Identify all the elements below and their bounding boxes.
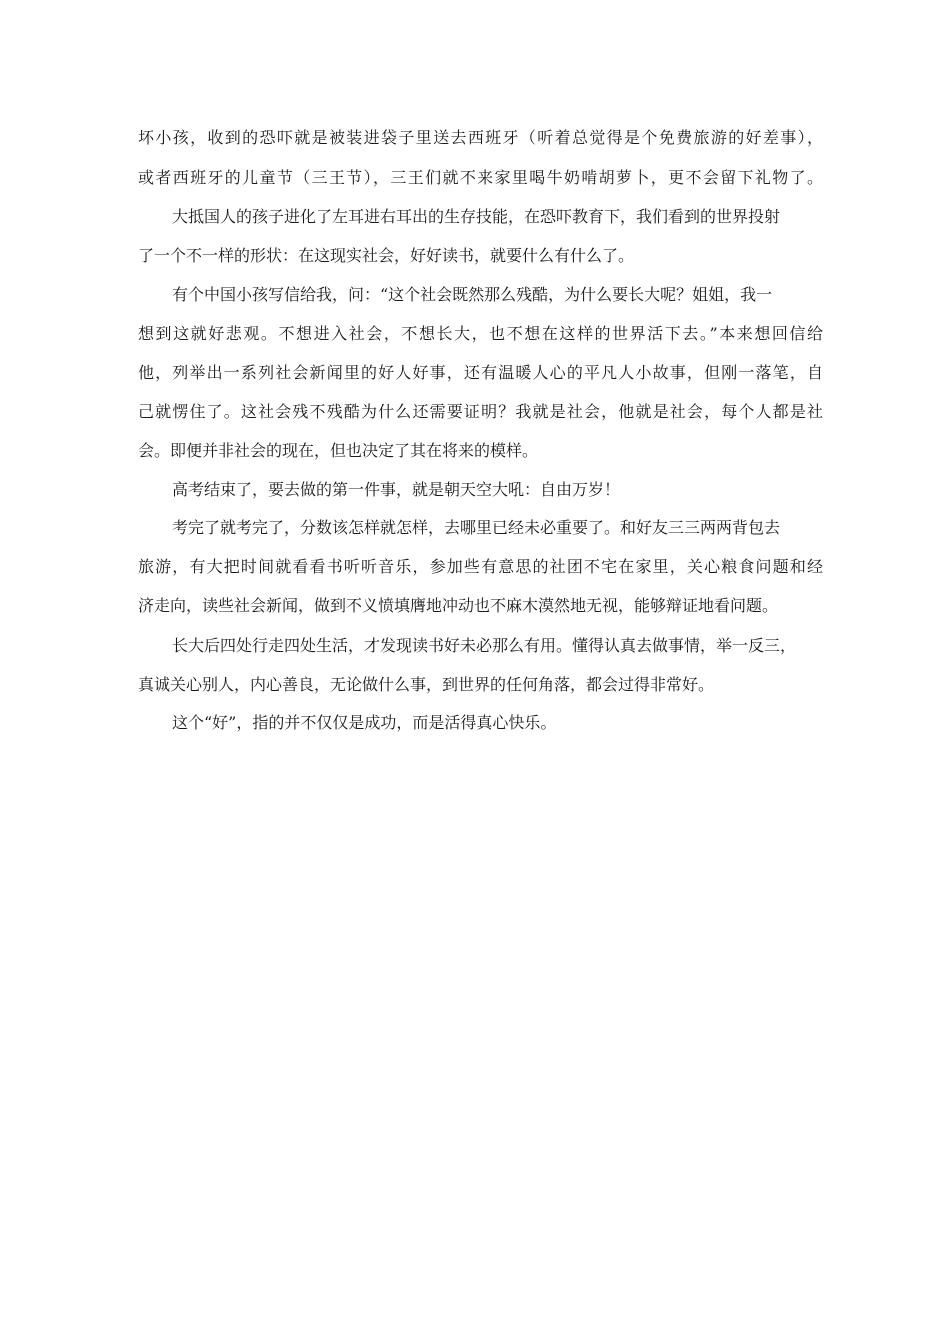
line-text: 考完了就考完了，分数该怎样就怎样，去哪里已经未必重要了。和好友三三两两背包去: [172, 518, 781, 537]
text-line: [0, 431, 950, 471]
line-text: 这个“好”，指的并不仅仅是成功，而是活得真心快乐。: [172, 713, 557, 732]
line-text: 坏小孩，收到的恐吓就是被装进袋子里送去西班牙（听着总觉得是个免费旅游的好差事），: [138, 128, 823, 147]
line-text: 高考结束了，要去做的第一件事，就是朝天空大吼：自由万岁！: [172, 480, 621, 499]
text-line: [0, 665, 950, 705]
text-line: [0, 118, 950, 158]
line-text: 真诚关心别人，内心善良，无论做什么事，到世界的任何角落，都会过得非常好。: [138, 675, 715, 694]
line-text: 大抵国人的孩子进化了左耳进右耳出的生存技能，在恐吓教育下，我们看到的世界投射: [172, 207, 781, 226]
text-line: [0, 197, 950, 237]
text-line: [0, 626, 950, 666]
text-line: [0, 508, 950, 548]
text-line: [0, 275, 950, 315]
text-line: [0, 547, 950, 587]
text-line: [0, 353, 950, 393]
text-line: [0, 586, 950, 626]
text-line: [0, 236, 950, 276]
line-text: 他，列举出一系列社会新闻里的好人好事，还有温暖人心的平凡人小故事，但刚一落笔，自: [138, 363, 823, 382]
line-text: 有个中国小孩写信给我，问：“这个社会既然那么残酷，为什么要长大呢？姐姐，我一: [172, 285, 773, 304]
text-line: [0, 703, 950, 743]
text-line: [0, 392, 950, 432]
text-line: [0, 314, 950, 354]
line-text: 想到这就好悲观。不想进入社会，不想长大，也不想在这样的世界活下去。”本来想回信给: [138, 324, 823, 343]
line-text: 或者西班牙的儿童节（三王节），三王们就不来家里喝牛奶啃胡萝卜，更不会留下礼物了。: [138, 168, 823, 187]
line-text: 旅游，有大把时间就看看书听听音乐，参加些有意思的社团不宅在家里，关心粮食问题和经: [138, 557, 823, 576]
text-line: [0, 158, 950, 198]
text-line: [0, 470, 950, 510]
line-text: 会。即便并非社会的现在，但也决定了其在将来的模样。: [138, 441, 539, 460]
line-text: 己就愣住了。这社会残不残酷为什么还需要证明？我就是社会，他就是社会，每个人都是社: [138, 402, 823, 421]
line-text: 了一个不一样的形状：在这现实社会，好好读书，就要什么有什么了。: [138, 246, 635, 265]
line-text: 济走向，读些社会新闻，做到不义愤填膺地冲动也不麻木漠然地无视，能够辩证地看问题。: [138, 596, 779, 615]
line-text: 长大后四处行走四处生活，才发现读书好未必那么有用。懂得认真去做事情，举一反三，: [172, 636, 797, 655]
